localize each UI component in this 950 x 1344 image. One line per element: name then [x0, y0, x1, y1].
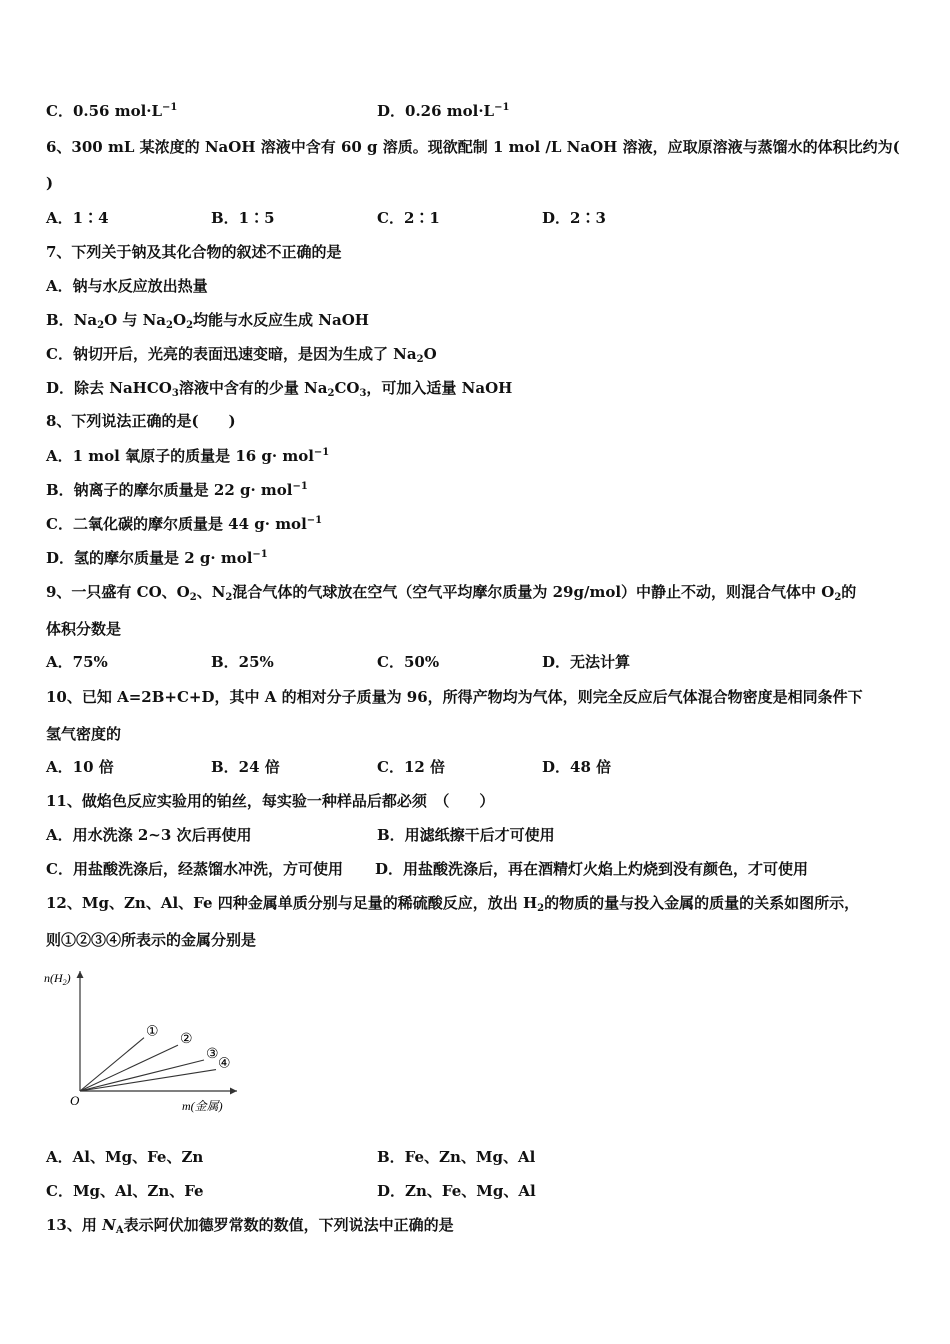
q7-stem: 7、下列关于钠及其化合物的叙述不正确的是 [46, 243, 342, 261]
q8-stem: 8、下列说法正确的是( ) [46, 412, 236, 430]
q8-option-a: A．1 mol 氧原子的质量是 16 g· mol$^{-1}$ [46, 447, 330, 465]
q11-option-d: D．用盐酸洗涤后，再在酒精灯火焰上灼烧到没有颜色，才可使用 [375, 860, 809, 878]
q7-option-c: C．钠切开后，光亮的表面迅速变暗，是因为生成了 $Na_2O$ [46, 345, 437, 365]
series-marker-4: ④ [218, 1056, 231, 1072]
q12-figure [40, 955, 260, 1120]
q6-option-a: A．1∶4 [46, 209, 109, 227]
q12-stem-line2: 则①②③④所表示的金属分别是 [46, 931, 257, 949]
q9-stem-line2: 体积分数是 [46, 620, 122, 638]
origin-label: O [70, 1093, 80, 1108]
series-line-4 [80, 1070, 216, 1091]
q10-stem-line1: 10、已知 A=2B+C+D，其中 A 的相对分子质量为 96，所得产物均为气体，则完全反应后气体混合物密度是相同条件下 [46, 688, 863, 706]
q8-option-c: C．二氧化碳的摩尔质量是 44 g· mol$^{-1}$ [46, 515, 323, 533]
q10-option-c: C．12 倍 [377, 758, 446, 776]
q11-option-a: A．用水洗涤 2~3 次后再使用 [46, 826, 252, 844]
series-marker-3: ③ [206, 1047, 219, 1062]
q13-stem: 13、用 $N_A$表示阿伏加德罗常数的数值，下列说法中正确的是 [46, 1216, 454, 1236]
q8-option-b: B．钠离子的摩尔质量是 22 g· mol$^{-1}$ [46, 481, 308, 499]
q10-option-a: A．10 倍 [46, 758, 114, 776]
q12-option-d: D．Zn、Fe、Mg、Al [377, 1182, 536, 1200]
q11-option-b: B．用滤纸擦干后才可使用 [377, 826, 555, 844]
q9-option-a: A．75% [46, 653, 108, 671]
x-axis-label: m(金属) [182, 1099, 223, 1113]
q8-option-d: D．氢的摩尔质量是 2 g· mol$^{-1}$ [46, 549, 268, 567]
q6-option-c: C．2∶1 [377, 209, 440, 227]
q10-option-d: D．48 倍 [542, 758, 612, 776]
q6-stem-line1: 6、300 mL 某浓度的 NaOH 溶液中含有 60 g 溶质。现欲配制 1 mol /L NaOH 溶液，应取原溶液与蒸馏水的体积比约为( [46, 138, 900, 156]
q5-option-c: C．0.56 $mol\cdot L^{-1}$ [46, 102, 178, 120]
q12-option-a: A．Al、Mg、Fe、Zn [46, 1148, 204, 1166]
q9-option-b: B．25% [211, 653, 274, 671]
q12-option-b: B．Fe、Zn、Mg、Al [377, 1148, 536, 1166]
series-marker-1: ① [146, 1024, 159, 1040]
q9-stem-line1: 9、一只盛有 CO、$O_2$、$N_2$混合气体的气球放在空气（空气平均摩尔质量为 29g/mol）中静止不动，则混合气体中 $O_2$的 [46, 583, 857, 603]
y-axis-label: $n(H_2)$ [44, 971, 71, 987]
q6-option-d: D．2∶3 [542, 209, 606, 227]
q6-option-b: B．1∶5 [211, 209, 275, 227]
q12-option-c: C．Mg、Al、Zn、Fe [46, 1182, 204, 1200]
series-marker-2: ② [180, 1032, 193, 1048]
q5-option-d: D．0.26 $mol\cdot L^{-1}$ [377, 102, 510, 120]
q10-option-b: B．24 倍 [211, 758, 280, 776]
q9-option-d: D．无法计算 [542, 653, 631, 671]
q12-stem-line1: 12、Mg、Zn、Al、Fe 四种金属单质分别与足量的稀硫酸反应，放出 $H_2$的物质的量与投入金属的质量的关系如图所示， [46, 894, 860, 914]
q7-option-a: A．钠与水反应放出热量 [46, 277, 208, 295]
q9-option-c: C．50% [377, 653, 440, 671]
q11-stem: 11、做焰色反应实验用的铂丝，每实验一种样品后都必须 （ ） [46, 792, 495, 810]
q7-option-b: B．$Na_2O$ 与 $Na_2O_2$均能与水反应生成 NaOH [46, 311, 369, 331]
series-line-2 [80, 1045, 178, 1091]
q11-option-c: C．用盐酸洗涤后，经蒸馏水冲洗，方可使用 [46, 860, 343, 878]
q7-option-d: D．除去 NaHCO$_3$溶液中含有的少量 $Na_2CO_3$，可加入适量 NaOH [46, 379, 513, 399]
q6-stem-line2: ) [46, 174, 54, 192]
q10-stem-line2: 氢气密度的 [46, 725, 122, 743]
